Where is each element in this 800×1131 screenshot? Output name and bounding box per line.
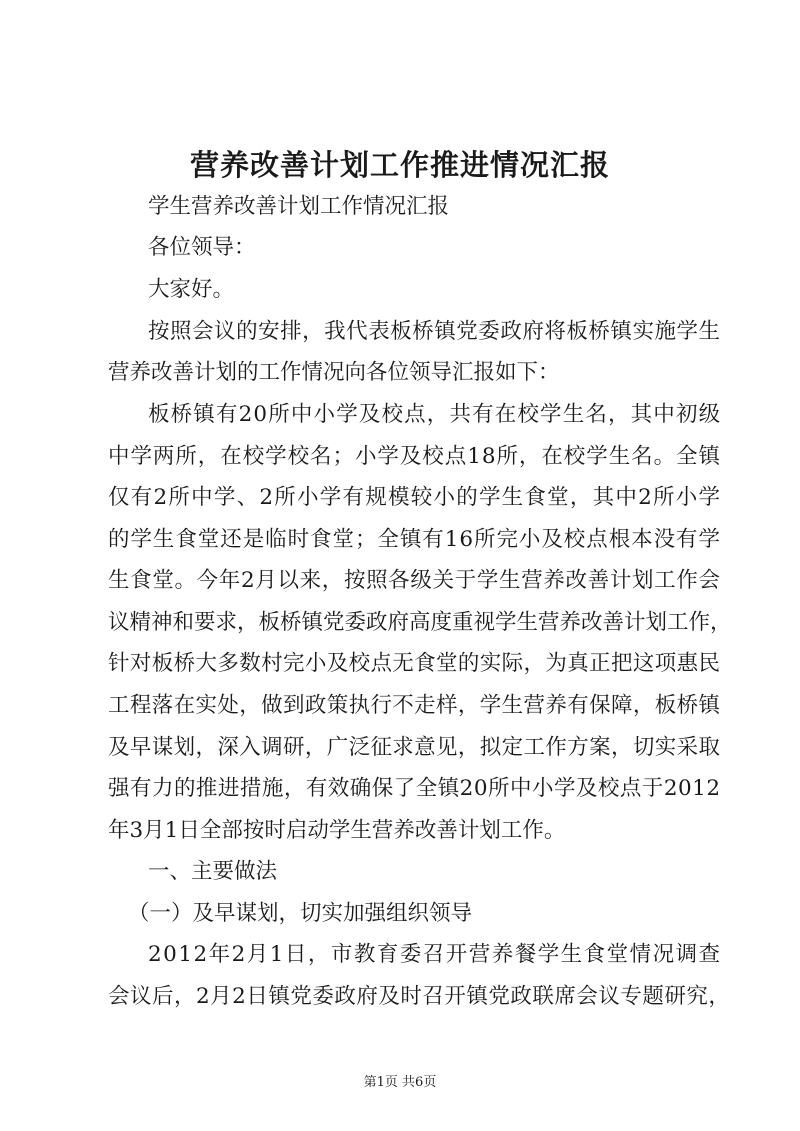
paragraph-line: 年3月1日全部按时启动学生营养改善计划工作。 [108, 818, 566, 843]
paragraph-line: 生食堂。今年2月以来，按照各级关于学生营养改善计划工作会 [108, 568, 721, 593]
page-footer: 第1页 共6页 [363, 1075, 437, 1090]
paragraph-line: 议精神和要求，板桥镇党委政府高度重视学生营养改善计划工作， [108, 610, 732, 635]
subsection-heading: （一）及早谋划，切实加强组织领导 [128, 901, 473, 926]
paragraph-line: 中学两所，在校学校名；小学及校点18所，在校学生名。全镇 [108, 444, 721, 469]
paragraph-line: 2012年2月1日，市教育委召开营养餐学生食堂情况调查 [148, 942, 722, 967]
section-heading: 一、主要做法 [148, 859, 278, 884]
paragraph-line: 仅有2所中学、2所小学有规模较小的学生食堂，其中2所小学 [108, 485, 722, 510]
greeting: 大家好。 [148, 277, 235, 302]
paragraph-line: 强有力的推进措施，有效确保了全镇20所中小学及校点于2012 [108, 776, 721, 801]
paragraph-line: 针对板桥大多数村完小及校点无食堂的实际，为真正把这项惠民 [108, 651, 721, 676]
document-title: 营养改善计划工作推进情况汇报 [189, 148, 610, 182]
paragraph-line: 及早谋划，深入调研，广泛征求意见，拟定工作方案，切实采取 [108, 735, 721, 760]
paragraph-line: 板桥镇有20所中小学及校点，共有在校学生名，其中初级 [148, 402, 722, 427]
paragraph-line: 工程落在实处，做到政策执行不走样，学生营养有保障，板桥镇 [108, 693, 721, 718]
salutation: 各位领导： [148, 235, 256, 260]
paragraph-line: 会议后，2月2日镇党委政府及时召开镇党政联席会议专题研究， [108, 984, 731, 1009]
paragraph-line: 的学生食堂还是临时食堂；全镇有16所完小及校点根本没有学 [108, 527, 721, 552]
paragraph-line: 营养改善计划的工作情况向各位领导汇报如下： [108, 360, 560, 385]
subtitle: 学生营养改善计划工作情况汇报 [148, 194, 450, 219]
paragraph-line: 按照会议的安排，我代表板桥镇党委政府将板桥镇实施学生 [148, 319, 721, 344]
